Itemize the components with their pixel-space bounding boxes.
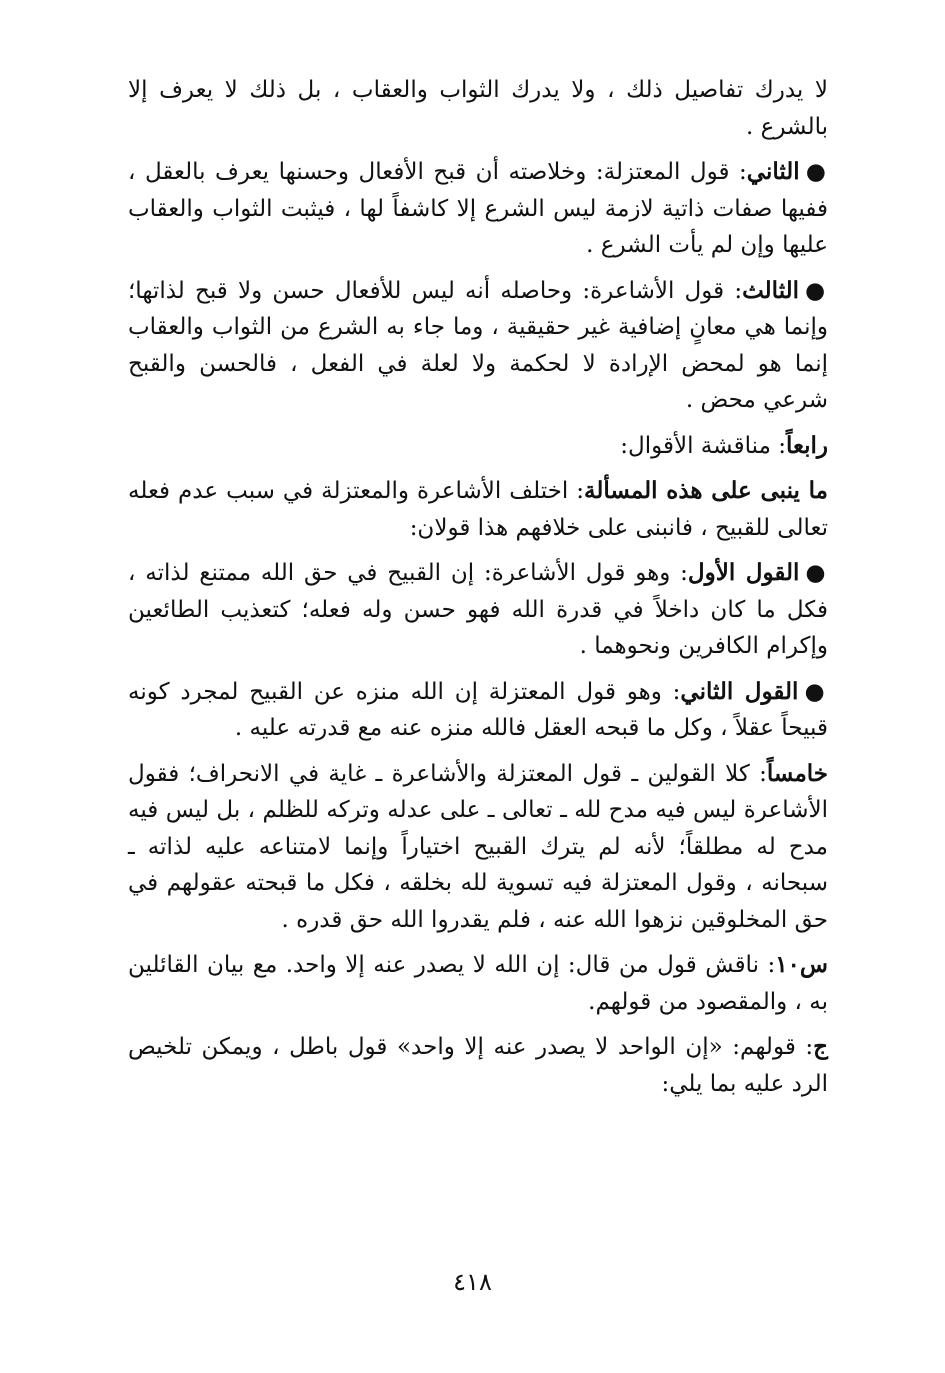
paragraph-lead: القول الأول <box>687 559 800 586</box>
paragraph-third-view <box>128 273 828 419</box>
paragraph-lead: رابعاً <box>785 431 828 459</box>
paragraph-text: : وهو قول الأشاعرة: إن القبيح في حق الله ممتنع لذاته ، فكل ما كان داخلاً في قدرة الله فهو حسن وله فعله؛ كتعذيب الطائعين وإكرام الكافرين ونحوهما . <box>128 560 828 659</box>
paragraph-answer <box>128 1029 828 1102</box>
paragraph-text: : قول الأشاعرة: وحاصله أنه ليس للأفعال حسن ولا قبح لذاتها؛ وإنما هي معانٍ إضافية غير حقيقية ، وما جاء به الشرع من الثواب والعقاب إنما هو لمحض الإرادة لا لحكمة ولا لعلة في الفعل ، فالحسن والقبح شرعي محض . <box>128 277 828 413</box>
paragraph-intro <box>128 72 828 145</box>
paragraph-second-opinion <box>128 674 828 747</box>
page-body <box>128 72 828 1111</box>
paragraph-text: : اختلف الأشاعرة والمعتزلة في سبب عدم فعله تعالى للقبيح ، فانبنى على خلافهم هذا قولان: <box>128 478 828 541</box>
bullet-dot: ● <box>804 677 828 705</box>
paragraph-first-opinion <box>128 555 828 665</box>
paragraph-text: لا يدرك تفاصيل ذلك ، ولا يدرك الثواب والعقاب ، بل ذلك لا يعرف إلا بالشرع . <box>128 77 828 140</box>
paragraph-text: : ناقش قول من قال: إن الله لا يصدر عنه إلا واحد. مع بيان القائلين به ، والمقصود من قولهم. <box>128 952 828 1015</box>
paragraph-lead: الثاني <box>746 158 800 185</box>
bullet-dot: ● <box>805 559 828 586</box>
paragraph-lead: خامساً <box>766 759 828 787</box>
paragraph-lead: القول الثاني <box>680 677 799 705</box>
paragraph-text: : مناقشة الأقوال: <box>620 432 786 459</box>
paragraph-text: : قولهم: «إن الواحد لا يصدر عنه إلا واحد» قول باطل ، ويمكن تلخيص الرد عليه بما يلي: <box>128 1034 828 1097</box>
page-number: ٤١٨ <box>453 1268 492 1296</box>
paragraph-lead: الثالث <box>742 276 800 304</box>
paragraph-consequence <box>128 473 828 546</box>
paragraph-fourth-heading <box>128 428 828 465</box>
bullet-dot: ● <box>805 158 828 185</box>
paragraph-text: : وهو قول المعتزلة إن الله منزه عن القبيح لمجرد كونه قبيحاً عقلاً ، وكل ما قبحه العقل فالله منزه عنه مع قدرته عليه . <box>128 678 828 741</box>
paragraph-fifth <box>128 756 828 939</box>
paragraph-question <box>128 947 828 1020</box>
paragraph-text: : كلا القولين ـ قول المعتزلة والأشاعرة ـ غاية في الانحراف؛ فقول الأشاعرة ليس فيه مدح لله ـ تعالى ـ على عدله وتركه للظلم ، بل ليس فيه مدح له مطلقاً؛ لأنه لم يترك القبيح اختياراً وإنما لامتناعه عليه لذاته ـ سبحانه ، وقول المعتزلة فيه تسوية لله بخلقه ، فكل ما قبحته عقولهم في حق المخلوقين نزهوا الله عنه ، فلم يقدروا الله حق قدره . <box>128 760 828 933</box>
bullet-dot: ● <box>805 276 829 304</box>
paragraph-second-view <box>128 154 828 264</box>
paragraph-lead: س١٠ <box>775 951 828 978</box>
paragraph-text: : قول المعتزلة: وخلاصته أن قبح الأفعال وحسنها يعرف بالعقل ، ففيها صفات ذاتية لازمة ليس الشرع إلا كاشفاً لها ، فيثبت الثواب والعقاب عليها وإن لم يأت الشرع . <box>128 159 828 258</box>
paragraph-lead: ج <box>813 1033 828 1060</box>
paragraph-lead: ما ينبى على هذه المسألة <box>584 477 828 504</box>
